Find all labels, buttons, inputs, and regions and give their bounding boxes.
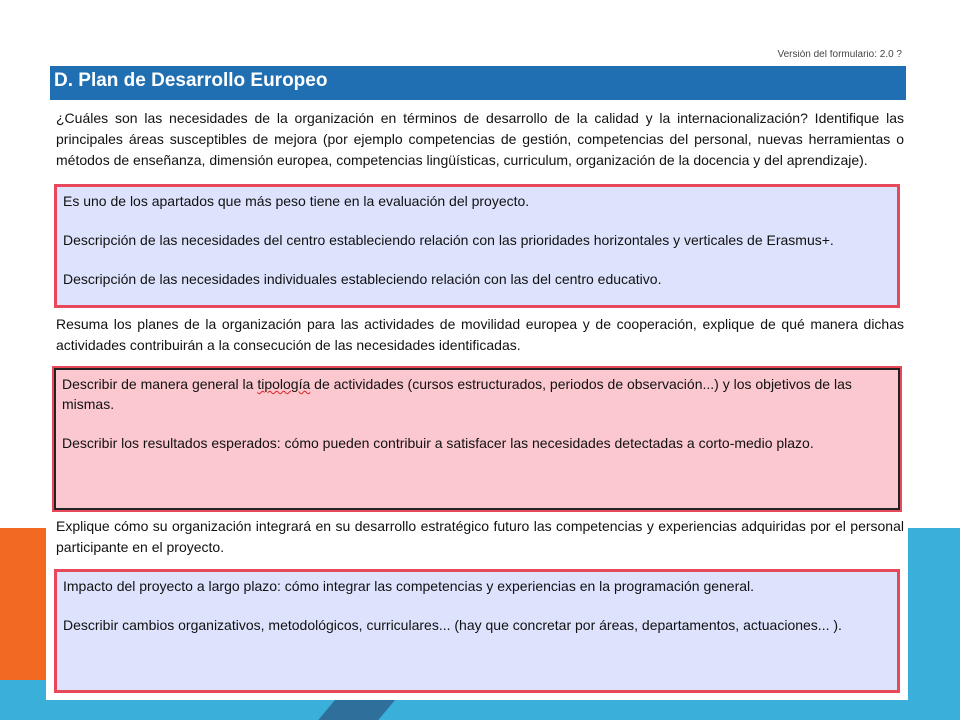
- question-integration: Explique cómo su organización integrará en su desarrollo estratégico futuro las competencias y experiencias adquiridas por el personal participante en el proyecto.: [56, 518, 904, 555]
- box-2-line-1: [62, 374, 892, 414]
- box-3-line-2: Describir cambios organizativos, metodológicos, curriculares... (hay que concretar por áreas, departamentos, actuaciones... ).: [63, 617, 842, 633]
- question-plans: Resuma los planes de la organización para las actividades de movilidad europea y de cooperación, explique de qué manera dichas actividades contribuirán a la consecución de las necesidades identificadas.: [56, 316, 904, 353]
- box-1-line-3: Descripción de las necesidades individuales estableciendo relación con las del centro educativo.: [63, 271, 662, 287]
- document-sheet: [46, 50, 908, 700]
- box-1-line-2: Descripción de las necesidades del centro estableciendo relación con las prioridades horizontales y verticales de Erasmus+.: [63, 232, 834, 248]
- box-2-line-1-end: de actividades (cursos estructurados, periodos de observación...) y los objetivos de las mismas.: [62, 376, 852, 412]
- answer-box-integration[interactable]: [54, 569, 900, 693]
- version-text: Versión del formulario: 2.0 ?: [777, 50, 902, 60]
- section-title: D. Plan de Desarrollo Europeo: [50, 66, 906, 100]
- box-2-line-1-start: Describir de manera general la: [62, 376, 258, 392]
- box-3-line-1: Impacto del proyecto a largo plazo: cómo integrar las competencias y experiencias en la programación general.: [63, 578, 755, 594]
- spellcheck-word: tipología: [257, 376, 311, 392]
- box-2-line-2: Describir los resultados esperados: cómo pueden contribuir a satisfacer las necesidades detectadas a corto-medio plazo.: [62, 435, 814, 451]
- answer-box-needs[interactable]: [54, 184, 900, 308]
- answer-box-plans[interactable]: [54, 368, 900, 510]
- question-needs: ¿Cuáles son las necesidades de la organización en términos de desarrollo de la calidad y la internacionalización? Identifique las principales áreas susceptibles de mejora (por ejemplo competencias de gestión, competencias del personal, nuevas herramientas o métodos de enseñanza, dimensión europea, competencias lingüísticas, curriculum, organización de la docencia y del aprendizaje).: [56, 110, 904, 168]
- box-1-line-1: Es uno de los apartados que más peso tiene en la evaluación del proyecto.: [63, 193, 530, 209]
